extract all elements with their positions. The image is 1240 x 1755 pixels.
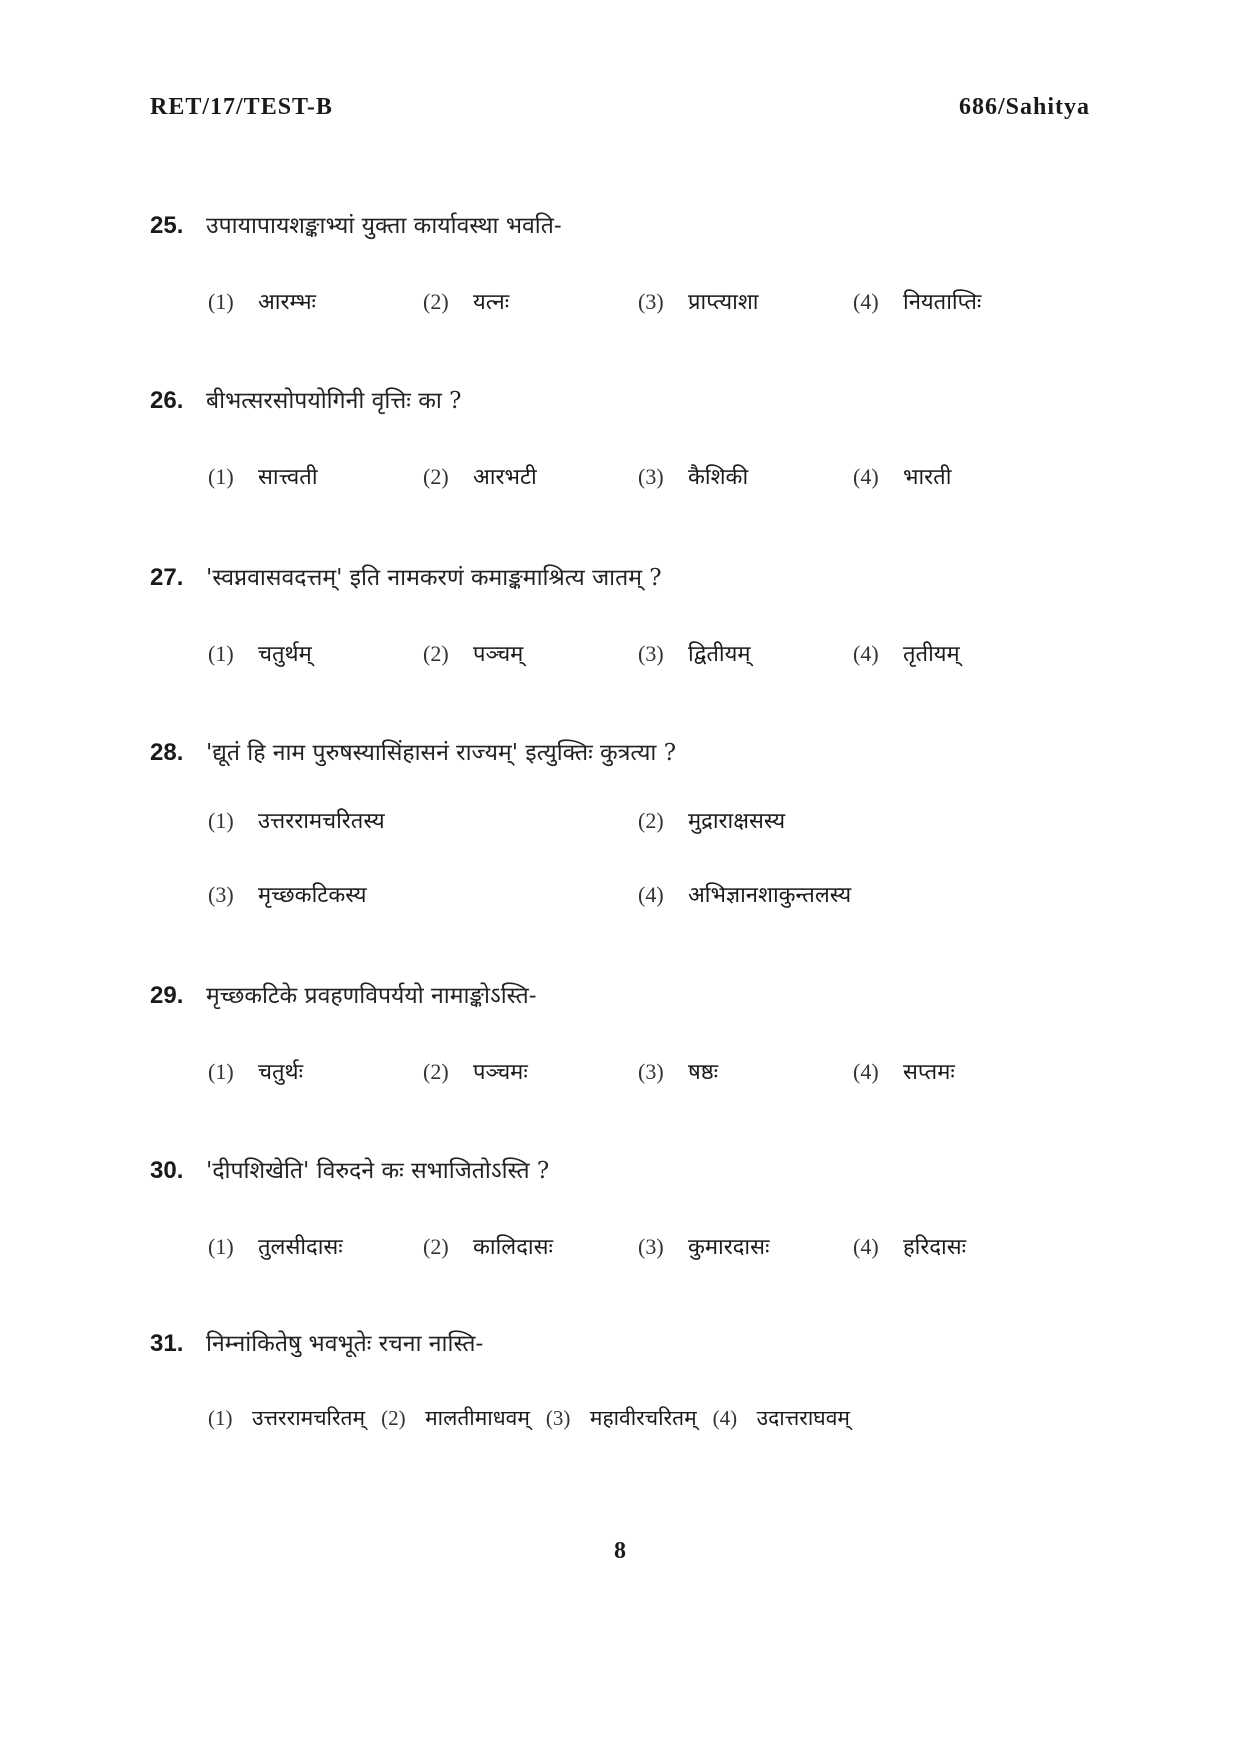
option-2 <box>638 805 1068 835</box>
question-25 <box>150 208 1090 322</box>
option-text: मालतीमाधवम् <box>425 1406 530 1430</box>
options-row <box>208 1231 1090 1267</box>
question-text: उपायापायशङ्काभ्यां युक्ता कार्यावस्था भवति- <box>206 213 562 239</box>
question-text: मृच्छकटिके प्रवहणविपर्ययो नामाङ्कोऽस्ति- <box>206 983 537 1009</box>
option-text: सात्त्वती <box>258 465 318 490</box>
option-number: (1) <box>208 808 234 833</box>
option-2 <box>423 461 638 491</box>
option-text: हरिदासः <box>903 1235 967 1260</box>
option-2 <box>423 286 638 316</box>
option-1 <box>208 1231 423 1261</box>
option-number: (4) <box>853 641 879 666</box>
option-text: चतुर्थः <box>258 1060 304 1085</box>
options-row <box>208 879 1090 915</box>
option-text: कालिदासः <box>473 1235 553 1260</box>
option-text: सप्तमः <box>903 1060 955 1085</box>
option-3 <box>638 461 853 491</box>
option-number: (3) <box>638 1059 664 1084</box>
option-1 <box>208 805 638 835</box>
options-row <box>208 1404 1090 1440</box>
option-number: (2) <box>381 1406 406 1430</box>
option-number: (3) <box>638 641 664 666</box>
option-text: अभिज्ञानशाकुन्तलस्य <box>688 883 852 908</box>
option-3 <box>638 638 853 668</box>
option-4 <box>713 1404 850 1432</box>
option-number: (2) <box>423 1059 449 1084</box>
option-text: उत्तररामचरितस्य <box>258 809 385 834</box>
option-number: (4) <box>853 289 879 314</box>
options-row <box>208 461 1090 497</box>
option-text: आरभटी <box>473 465 537 490</box>
option-text: चतुर्थम् <box>258 642 312 667</box>
page-number: 8 <box>614 1538 626 1564</box>
question-26 <box>150 383 1090 497</box>
question-text: निम्नांकितेषु भवभूतेः रचना नास्ति- <box>206 1331 484 1357</box>
option-text: कैशिकी <box>688 465 749 490</box>
option-2 <box>381 1404 530 1432</box>
option-2 <box>423 638 638 668</box>
option-text: तृतीयम् <box>903 642 960 667</box>
question-31 <box>150 1326 1090 1440</box>
question-text: बीभत्सरसोपयोगिनी वृत्तिः का ? <box>206 388 462 414</box>
option-number: (2) <box>423 1234 449 1259</box>
option-number: (2) <box>423 464 449 489</box>
option-number: (3) <box>208 882 234 907</box>
option-1 <box>208 1404 365 1432</box>
question-30 <box>150 1153 1090 1267</box>
option-3 <box>638 1231 853 1261</box>
option-4 <box>853 638 1068 668</box>
option-text: कुमारदासः <box>688 1235 770 1260</box>
option-text: यत्नः <box>473 290 510 315</box>
option-number: (3) <box>545 1406 571 1430</box>
option-1 <box>208 1056 423 1086</box>
option-number: (2) <box>638 808 664 833</box>
question-number: 27. <box>150 564 184 591</box>
option-number: (4) <box>853 464 879 489</box>
option-4 <box>853 1056 1068 1086</box>
option-text: आरम्भः <box>258 290 316 315</box>
option-number: (4) <box>712 1406 738 1430</box>
option-4 <box>853 461 1068 491</box>
option-number: (1) <box>208 641 234 666</box>
option-number: (1) <box>208 1406 233 1430</box>
question-number: 29. <box>150 982 184 1009</box>
question-number: 30. <box>150 1157 184 1184</box>
option-number: (1) <box>208 464 234 489</box>
option-3 <box>208 879 638 909</box>
option-text: षष्ठः <box>688 1060 719 1085</box>
question-text: 'द्यूतं हि नाम पुरुषस्यासिंहासनं राज्यम्' इत्युक्तिः कुत्रत्या ? <box>206 740 677 766</box>
question-29 <box>150 978 1090 1092</box>
option-number: (2) <box>423 289 449 314</box>
option-text: द्वितीयम् <box>688 642 751 667</box>
option-1 <box>208 461 423 491</box>
option-4 <box>853 1231 1068 1261</box>
option-number: (4) <box>853 1234 879 1259</box>
options-row <box>208 1056 1090 1092</box>
option-text: उत्तररामचरितम् <box>252 1406 366 1430</box>
test-code: RET/17/TEST-B <box>150 94 333 120</box>
option-text: पञ्चमः <box>473 1060 528 1085</box>
option-text: भारती <box>903 465 952 490</box>
option-text: मुद्राराक्षसस्य <box>688 809 786 834</box>
option-number: (3) <box>638 464 664 489</box>
option-number: (1) <box>208 1059 234 1084</box>
question-number: 31. <box>150 1330 184 1357</box>
question-number: 28. <box>150 739 184 766</box>
options-row <box>208 805 1090 841</box>
option-3 <box>638 286 853 316</box>
option-text: उदात्तराघवम् <box>756 1406 850 1430</box>
option-number: (1) <box>208 1234 234 1259</box>
option-2 <box>423 1231 638 1261</box>
option-text: मृच्छकटिकस्य <box>258 883 367 908</box>
question-text: 'स्वप्नवासवदत्तम्' इति नामकरणं कमाङ्कमाश्रित्य जातम् ? <box>206 565 662 591</box>
option-number: (3) <box>638 1234 664 1259</box>
option-1 <box>208 638 423 668</box>
question-text: 'दीपशिखेति' विरुदने कः सभाजितोऽस्ति ? <box>206 1158 550 1184</box>
option-4 <box>853 286 1068 316</box>
option-text: नियताप्तिः <box>903 290 982 315</box>
question-28 <box>150 735 1090 915</box>
question-27 <box>150 560 1090 674</box>
option-number: (4) <box>638 882 664 907</box>
option-text: प्राप्त्याशा <box>688 290 759 315</box>
option-3 <box>546 1404 697 1432</box>
question-number: 26. <box>150 387 184 414</box>
option-number: (2) <box>423 641 449 666</box>
options-row <box>208 638 1090 674</box>
option-4 <box>638 879 1068 909</box>
option-1 <box>208 286 423 316</box>
option-text: महावीरचरितम् <box>589 1406 697 1430</box>
option-number: (1) <box>208 289 234 314</box>
options-row <box>208 286 1090 322</box>
paper-code: 686/Sahitya <box>958 94 1090 120</box>
option-text: पञ्चम् <box>473 642 524 667</box>
option-text: तुलसीदासः <box>258 1235 343 1260</box>
option-number: (3) <box>638 289 664 314</box>
question-number: 25. <box>150 212 184 239</box>
option-3 <box>638 1056 853 1086</box>
option-number: (4) <box>853 1059 879 1084</box>
option-2 <box>423 1056 638 1086</box>
